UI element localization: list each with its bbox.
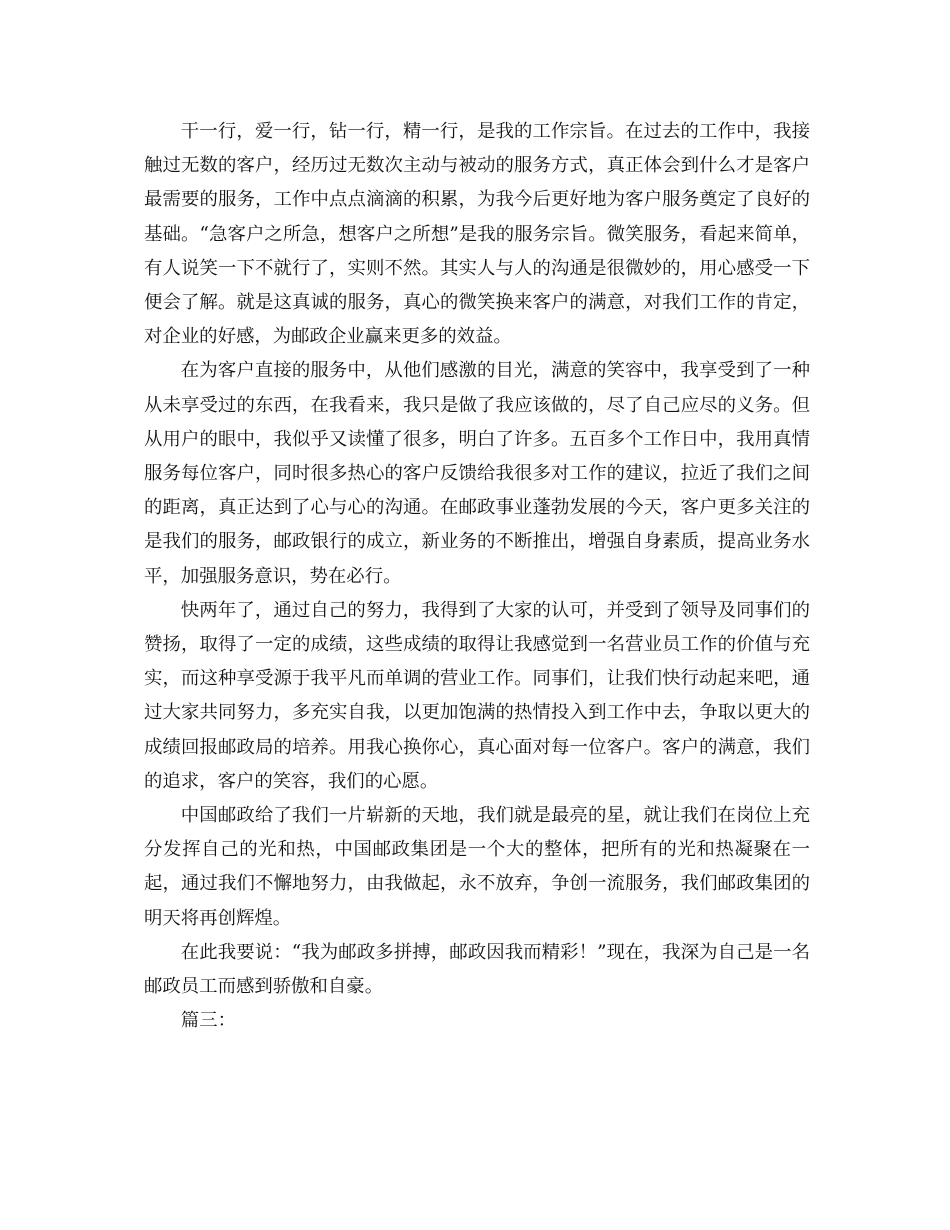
section-heading: 篇三： <box>180 1010 236 1032</box>
document-body <box>144 115 810 1038</box>
paragraph-4: 中国邮政给了我们一片崭新的天地，我们就是最亮的星，就让我们在岗位上充分发挥自己的光和热，中国邮政集团是一个大的整体，把所有的光和热凝聚在一起，通过我们不懈地努力，由我做起，永不放弃，争创一流服务，我们邮政集团的明天将再创辉煌。 <box>144 805 810 929</box>
paragraph-2: 在为客户直接的服务中，从他们感激的目光，满意的笑容中，我享受到了一种从未享受过的东西，在我看来，我只是做了我应该做的，尽了自己应尽的义务。但从用户的眼中，我似乎又读懂了很多，明白了许多。五百多个工作日中，我用真情服务每位客户，同时很多热心的客户反馈给我很多对工作的建议，拉近了我们之间的距离，真正达到了心与心的沟通。在邮政事业蓬勃发展的今天，客户更多关注的是我们的服务，邮政银行的成立，新业务的不断推出，增强自身素质，提高业务水平，加强服务意识，势在必行。 <box>144 360 810 587</box>
paragraph-5: 在此我要说：“我为邮政多拼搏，邮政因我而精彩！”现在，我深为自己是一名邮政员工而感到骄傲和自豪。 <box>144 941 810 998</box>
paragraph-3: 快两年了，通过自己的努力，我得到了大家的认可，并受到了领导及同事们的赞扬，取得了一定的成绩，这些成绩的取得让我感觉到一名营业员工作的价值与充实，而这种享受源于我平凡而单调的营业工作。同事们，让我们快行动起来吧，通过大家共同努力，多充实自我，以更加饱满的热情投入到工作中去，争取以更大的成绩回报邮政局的培养。用我心换你心，真心面对每一位客户。客户的满意，我们的追求，客户的笑容，我们的心愿。 <box>144 599 810 792</box>
paragraph-1: 干一行，爱一行，钻一行，精一行，是我的工作宗旨。在过去的工作中，我接触过无数的客户，经历过无数次主动与被动的服务方式，真正体会到什么才是客户最需要的服务，工作中点点滴滴的积累，为我今后更好地为客户服务奠定了良好的基础。“急客户之所急，想客户之所想”是我的服务宗旨。微笑服务，看起来简单，有人说笑一下不就行了，实则不然。其实人与人的沟通是很微妙的，用心感受一下便会了解。就是这真诚的服务，真心的微笑换来客户的满意，对我们工作的肯定，对企业的好感，为邮政企业赢来更多的效益。 <box>144 121 810 348</box>
